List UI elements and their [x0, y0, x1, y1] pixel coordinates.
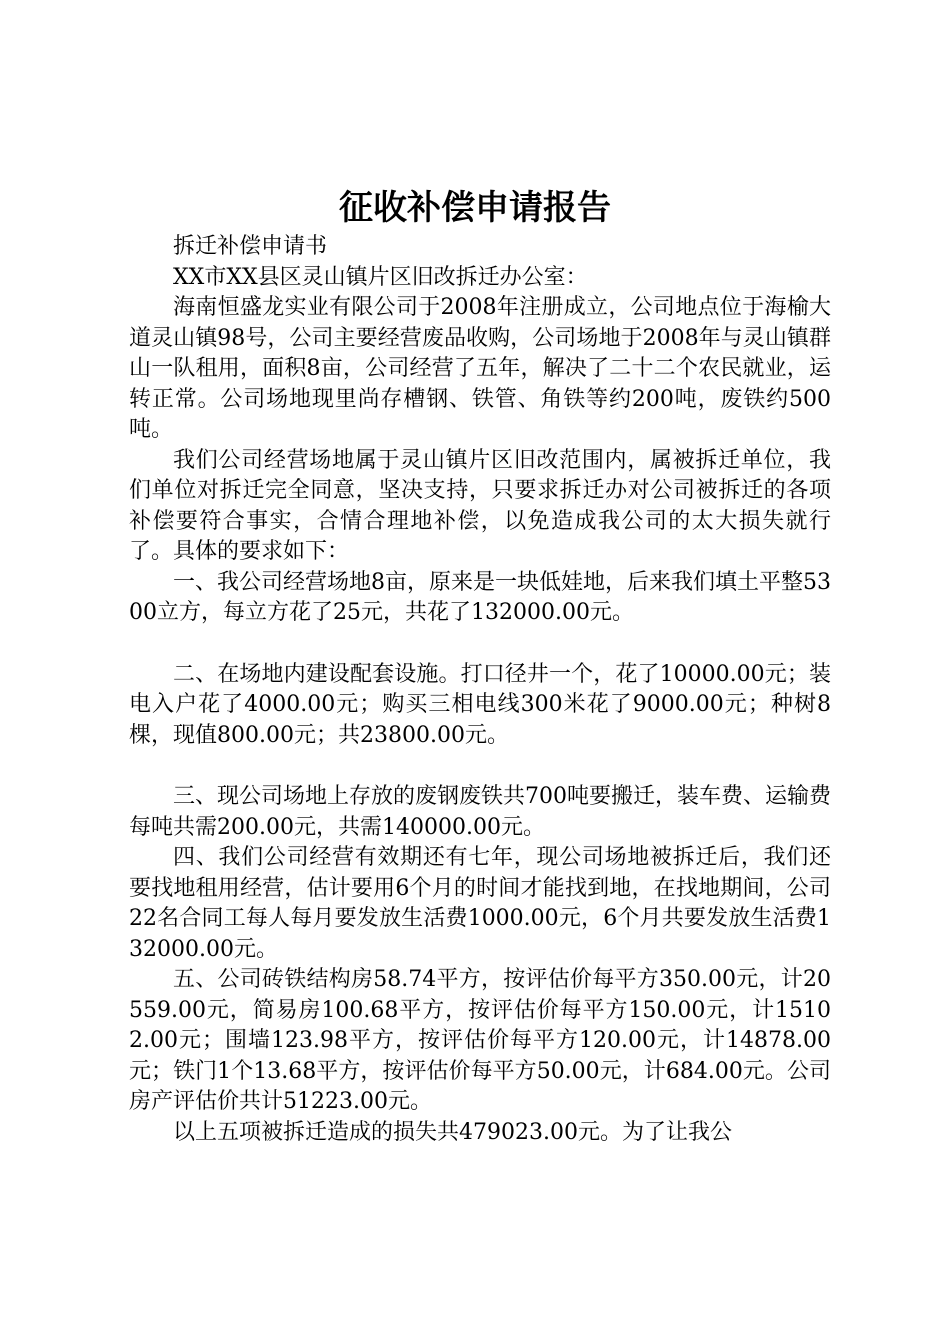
paragraph-summary: 以上五项被拆迁造成的损失共479023.00元。为了让我公 [173, 1119, 732, 1145]
paragraph-item-2: 二、在场地内建设配套设施。打口径井一个，花了10000.00元；装电入户花了4000.00元；购买三相电线300米花了9000.00元；种树8棵，现值800.00元；共23800.00元。 [129, 661, 831, 748]
paragraph-request: 我们公司经营场地属于灵山镇片区旧改范围内，属被拆迁单位，我们单位对拆迁完全同意，坚决支持，只要求拆迁办对公司被拆迁的各项补偿要符合事实，合情合理地补偿，以免造成我公司的太大损失就行了。具体的要求如下： [129, 447, 831, 564]
paragraph-item-3: 三、现公司场地上存放的废钢废铁共700吨要搬迁，装车费、运输费每吨共需200.00元，共需140000.00元。 [129, 784, 831, 840]
document-title: 征收补偿申请报告 [339, 188, 611, 228]
document-body [129, 232, 831, 1148]
paragraph-company-intro: 海南恒盛龙实业有限公司于2008年注册成立，公司地点位于海榆大道灵山镇98号，公司主要经营废品收购，公司场地于2008年与灵山镇群山一队租用，面积8亩，公司经营了五年，解决了二十二个农民就业，运转正常。公司场地现里尚存槽钢、铁管、角铁等约200吨，废铁约500吨。 [129, 295, 831, 442]
paragraph-addressee: XX市XX县区灵山镇片区旧改拆迁办公室： [173, 264, 588, 290]
paragraph-heading: 拆迁补偿申请书 [173, 234, 328, 259]
paragraph-item-5: 五、公司砖铁结构房58.74平方，按评估价每平方350.00元，计20559.00元，简易房100.68平方，按评估价每平方150.00元，计15102.00元；围墙123.98平方，按评估价每平方120.00元，计14878.00元；铁门1个13.68平方，按评估价每平方50.00元，计684.00元。公司房产评估价共计51223.00元。 [129, 967, 831, 1114]
paragraph-item-1: 一、我公司经营场地8亩，原来是一块低娃地，后来我们填土平整5300立方，每立方花了25元，共花了132000.00元。 [129, 569, 831, 625]
paragraph-item-4: 四、我们公司经营有效期还有七年，现公司场地被拆迁后，我们还要找地租用经营，估计要用6个月的时间才能找到地，在找地期间，公司22名合同工每人每月要发放生活费1000.00元，6个月共要发放生活费132000.00元。 [129, 845, 831, 962]
